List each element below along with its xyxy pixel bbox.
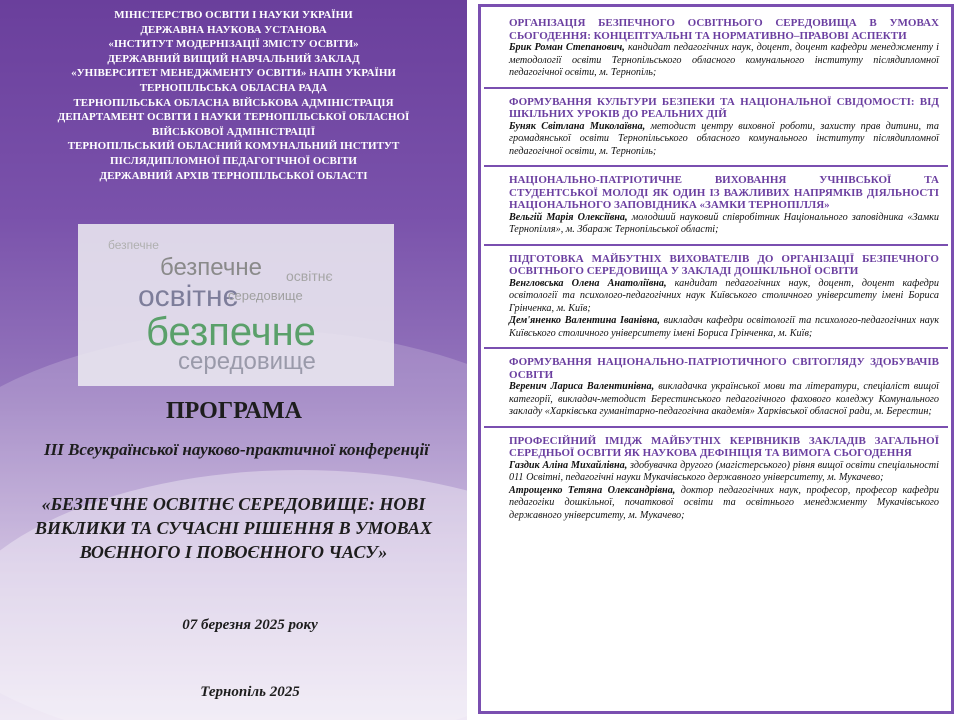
word-cloud-word: освітнє bbox=[286, 268, 333, 284]
author-description: здобувачка другого (магістерського) рівня вищої освіти спеціальності 011 Освітні, педагогічні науки Мукачівського державного університету, м. Мукачево; bbox=[509, 459, 939, 483]
program-section bbox=[484, 253, 948, 350]
author-name: Атрощенко Тетяна Олександрівна, bbox=[509, 484, 676, 496]
organizer-line: ДЕПАРТАМЕНТ ОСВІТИ І НАУКИ ТЕРНОПІЛЬСЬКОЇ ОБЛАСНОЇ bbox=[57, 111, 410, 124]
program-section bbox=[484, 435, 948, 530]
author-description: доктор педагогічних наук, професор, професор кафедри педагогіки дошкільної, початкової освіти та освітнього менеджменту Мукачівського державного університету, м. Мукачево; bbox=[509, 484, 939, 521]
section-title: ФОРМУВАННЯ НАЦІОНАЛЬНО-ПАТРІОТИЧНОГО СВІТОГЛЯДУ ЗДОБУВАЧІВ ОСВІТИ bbox=[509, 356, 939, 381]
author-name: Веренич Лариса Валентинівна, bbox=[509, 381, 655, 392]
author-entry bbox=[509, 212, 939, 237]
word-cloud-word: освітнє bbox=[138, 280, 238, 313]
organizer-line: ПІСЛЯДИПЛОМНОЇ ПЕДАГОГІЧНОЇ ОСВІТИ bbox=[110, 154, 357, 167]
author-description: кандидат педагогічних наук, доцент, доцент кафедри освітології та психолого-педагогічних наук Київського столичного університету імені Бориса Грінченка, м. Київ; bbox=[509, 277, 939, 314]
theme-line: ВИКЛИКИ ТА СУЧАСНІ РІШЕННЯ В УМОВАХ bbox=[34, 518, 432, 538]
section-title: ФОРМУВАННЯ КУЛЬТУРИ БЕЗПЕКИ ТА НАЦІОНАЛЬНОЇ СВІДОМОСТІ: ВІД ШКІЛЬНИХ УРОКІВ ДО РЕАЛЬНИХ ДІЙ bbox=[509, 95, 939, 120]
program-section bbox=[484, 17, 948, 89]
author-entry bbox=[509, 121, 939, 159]
conference-subtitle: ІІІ Всеукраїнської науково-практичної конференції bbox=[44, 440, 430, 459]
theme-line: «БЕЗПЕЧНЕ ОСВІТНЄ СЕРЕДОВИЩЕ: НОВІ bbox=[41, 494, 426, 514]
program-title: ПРОГРАМА bbox=[165, 398, 303, 424]
program-section bbox=[484, 356, 948, 428]
author-description: кандидат педагогічних наук, доцент, доцент кафедри менеджменту і методології освіти Тернопільського обласного комунального інституту післядипломної педагогічної освіти, м. Тернопіль; bbox=[509, 42, 939, 78]
section-title: ОРГАНІЗАЦІЯ БЕЗПЕЧНОГО ОСВІТНЬОГО СЕРЕДОВИЩА В УМОВАХ СЬОГОДЕННЯ: КОНЦЕПТУАЛЬНІ ТА НОРМАТИВНО–ПРАВОВІ АСПЕКТИ bbox=[509, 17, 939, 42]
section-title: ПРОФЕСІЙНИЙ ІМІДЖ МАЙБУТНІХ КЕРІВНИКІВ ЗАКЛАДІВ ЗАГАЛЬНОЇ СЕРЕДНЬОЇ ОСВІТИ ЯК НАУКОВА ДЕФІНІЦІЯ ТА ВИМОГА СЬОГОДЕННЯ bbox=[509, 434, 939, 459]
organizer-line: «ІНСТИТУТ МОДЕРНІЗАЦІЇ ЗМІСТУ ОСВІТИ» bbox=[108, 38, 359, 51]
organizer-line: ДЕРЖАВНИЙ АРХІВ ТЕРНОПІЛЬСЬКОЇ ОБЛАСТІ bbox=[99, 169, 368, 182]
organizer-line: ТЕРНОПІЛЬСЬКА ОБЛАСНА РАДА bbox=[139, 81, 328, 94]
author-name: Венгловська Олена Анатоліївна, bbox=[509, 277, 667, 289]
word-cloud-word: середовище bbox=[178, 348, 316, 375]
author-name: Вельгій Марія Олексіївна, bbox=[509, 211, 628, 223]
author-description: викладачка української мови та літератури, спеціаліст вищої категорії, викладач-методист Берестинського педагогічного фахового коледжу Комунального закладу «Харківська гуманітарно-педагогічна академія» Харківської обласної ради, м. Берестин; bbox=[509, 381, 939, 417]
author-name: Дем'яненко Валентина Іванівна, bbox=[509, 315, 660, 326]
organizers-list bbox=[0, 8, 467, 183]
word-cloud-word: безпечне bbox=[108, 238, 159, 252]
author-entry bbox=[509, 278, 939, 316]
program-section bbox=[484, 174, 948, 246]
program-cover bbox=[0, 0, 467, 720]
organizer-line: «УНІВЕРСИТЕТ МЕНЕДЖМЕНТУ ОСВІТИ» НАПН УКРАЇНИ bbox=[71, 67, 396, 80]
word-cloud-image bbox=[78, 224, 394, 386]
program-section bbox=[484, 96, 948, 168]
author-entry bbox=[509, 42, 939, 80]
program-sections bbox=[481, 7, 951, 711]
conference-city-year: Тернопіль 2025 bbox=[200, 684, 300, 700]
author-name: Буняк Світлана Миколаївна, bbox=[509, 120, 646, 132]
author-entry bbox=[509, 315, 939, 340]
organizer-line: ТЕРНОПІЛЬСЬКА ОБЛАСНА ВІЙСЬКОВА АДМІНІСТРАЦІЯ bbox=[73, 96, 394, 109]
organizer-line: ДЕРЖАВНА НАУКОВА УСТАНОВА bbox=[140, 23, 327, 36]
organizer-line: ДЕРЖАВНИЙ ВИЩИЙ НАВЧАЛЬНИЙ ЗАКЛАД bbox=[107, 52, 360, 65]
section-title: ПІДГОТОВКА МАЙБУТНІХ ВИХОВАТЕЛІВ ДО ОРГАНІЗАЦІЇ БЕЗПЕЧНОГО ОСВІТНЬОГО СЕРЕДОВИЩА У ЗАКЛАДІ ДОШКІЛЬНОЇ ОСВІТИ bbox=[509, 252, 939, 277]
author-entry bbox=[509, 485, 939, 523]
conference-theme bbox=[0, 492, 467, 564]
author-entry bbox=[509, 460, 939, 485]
author-name: Газдик Аліна Михайлівна, bbox=[509, 459, 628, 471]
theme-line: ВОЄННОГО І ПОВОЄННОГО ЧАСУ» bbox=[79, 542, 388, 562]
section-title: НАЦІОНАЛЬНО-ПАТРІОТИЧНЕ ВИХОВАННЯ УЧНІВСЬКОЇ ТА СТУДЕНТСЬКОЇ МОЛОДІ ЯК ОДИН ІЗ ВАЖЛИВИХ НАПРЯМКІВ ДІЯЛЬНОСТІ НАЦІОНАЛЬНОГО ЗАПОВІДНИКА «ЗАМКИ ТЕРНОПІЛЛЯ» bbox=[509, 174, 939, 211]
author-description: методист центру виховної роботи, захисту прав дитини, та громадянської освіти Тернопільського обласного комунального інституту післядипломної педагогічної освіти, м. Тернопіль; bbox=[509, 120, 939, 157]
word-cloud-word: безпечне bbox=[160, 254, 262, 281]
word-cloud-word: безпечне bbox=[146, 310, 316, 354]
author-description: викладач кафедри освітології та психолого-педагогічних наук Київського столичного університету імені Бориса Грінченка, м. Київ; bbox=[509, 315, 939, 339]
author-description: молодший науковий співробітник Національного заповідника «Замки Тернопілля», м. Збараж Тернопільської області; bbox=[509, 211, 939, 235]
organizer-line: ТЕРНОПІЛЬСЬКИЙ ОБЛАСНИЙ КОМУНАЛЬНИЙ ІНСТИТУТ bbox=[67, 140, 400, 153]
word-cloud-word: середовище bbox=[228, 288, 303, 303]
conference-date: 07 березня 2025 року bbox=[182, 617, 318, 633]
author-name: Брик Роман Степанович, bbox=[509, 42, 625, 53]
author-entry bbox=[509, 381, 939, 419]
organizer-line: МІНІСТЕРСТВО ОСВІТИ І НАУКИ УКРАЇНИ bbox=[114, 9, 353, 21]
organizer-line: ВІЙСЬКОВОЇ АДМІНІСТРАЦІЇ bbox=[151, 125, 316, 138]
program-page bbox=[478, 4, 954, 714]
